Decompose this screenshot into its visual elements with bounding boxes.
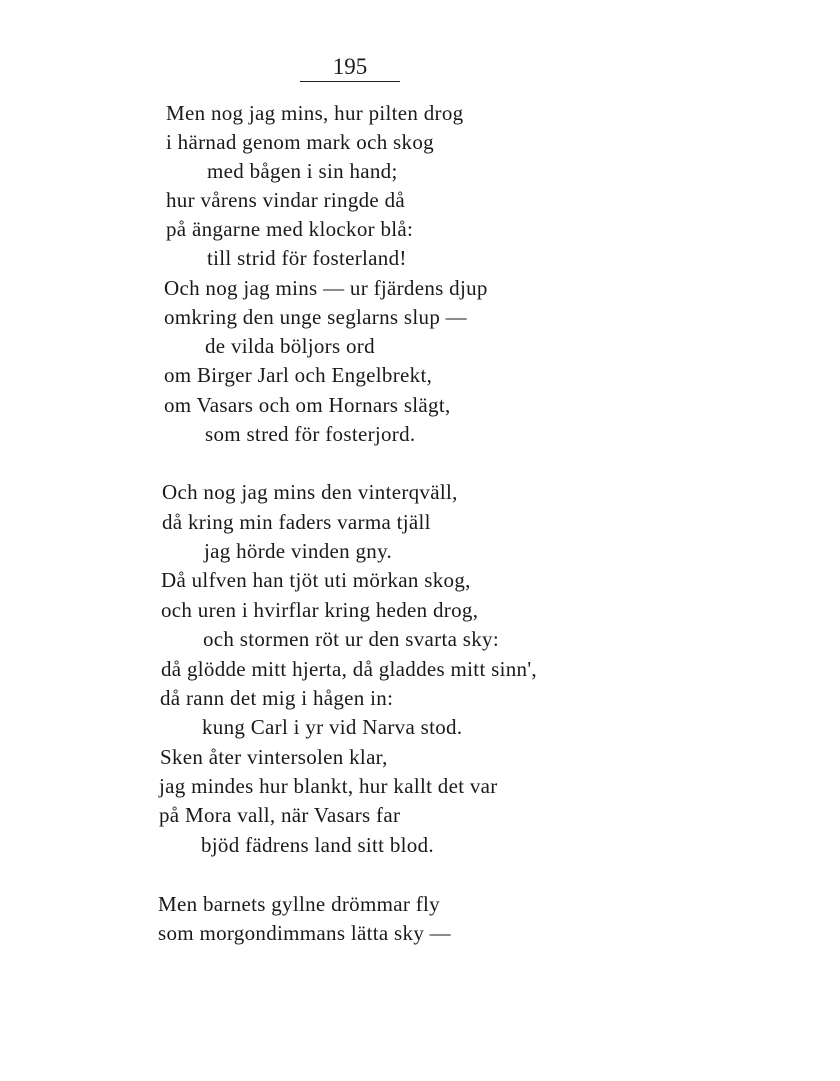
verse-line: Och nog jag mins — ur fjärdens djup	[164, 276, 488, 300]
verse-line: Då ulfven han tjöt uti mörkan skog,	[161, 568, 471, 592]
verse-line: bjöd fädrens land sitt blod.	[201, 833, 434, 857]
verse-line: och stormen röt ur den svarta sky:	[203, 627, 499, 651]
verse-line: på ängarne med klockor blå:	[166, 217, 414, 241]
verse-line: då kring min faders varma tjäll	[162, 510, 431, 534]
verse-line: kung Carl i yr vid Narva stod.	[202, 715, 463, 739]
verse-line: omkring den unge seglarns slup —	[164, 305, 467, 329]
verse-line: till strid för fosterland!	[207, 246, 407, 270]
verse-line: Men barnets gyllne drömmar fly	[158, 892, 440, 916]
verse-line: då glödde mitt hjerta, då gladdes mitt sinn',	[161, 657, 537, 681]
verse-line: som morgondimmans lätta sky —	[158, 921, 451, 945]
verse-line: Sken åter vintersolen klar,	[160, 745, 388, 769]
verse-line: i härnad genom mark och skog	[166, 130, 434, 154]
verse-line: jag mindes hur blankt, hur kallt det var	[159, 774, 498, 798]
verse-line: med bågen i sin hand;	[207, 159, 398, 183]
verse-line: om Birger Jarl och Engelbrekt,	[164, 363, 433, 387]
verse-line: och uren i hvirflar kring heden drog,	[161, 598, 479, 622]
verse-line: jag hörde vinden gny.	[204, 539, 393, 563]
verse-line: de vilda böljors ord	[205, 334, 375, 358]
verse-line: som stred för fosterjord.	[205, 422, 416, 446]
page-number: 195	[332, 54, 368, 79]
verse-line: Och nog jag mins den vinterqväll,	[162, 480, 458, 504]
verse-line: om Vasars och om Hornars slägt,	[164, 393, 451, 417]
verse-line: hur vårens vindar ringde då	[166, 188, 406, 212]
verse-line: då rann det mig i hågen in:	[160, 686, 394, 710]
page-number-rule	[300, 81, 400, 82]
verse-line: på Mora vall, när Vasars far	[159, 803, 401, 827]
verse-line: Men nog jag mins, hur pilten drog	[166, 101, 464, 125]
